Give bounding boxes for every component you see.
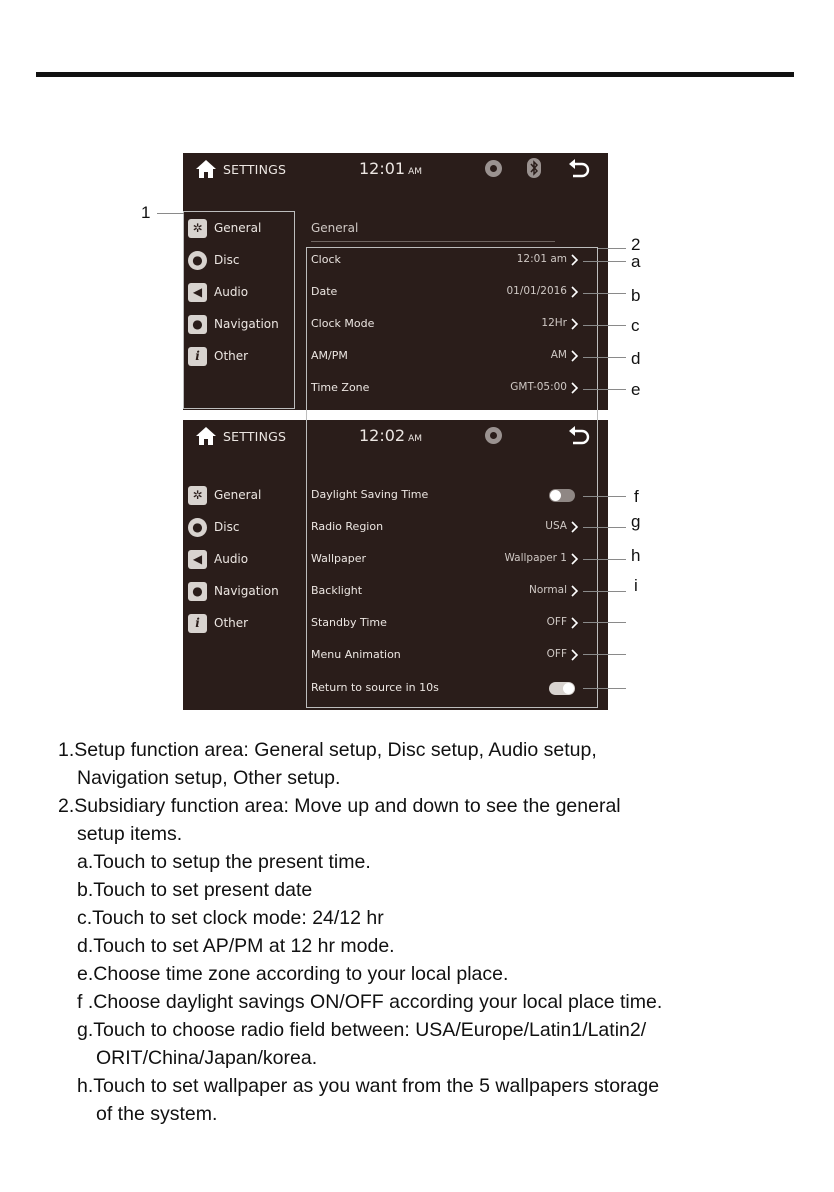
row-label: Clock xyxy=(311,253,341,266)
desc-line: e.Choose time zone according to your local place. xyxy=(77,963,509,985)
leader-line xyxy=(583,293,626,294)
leader-line xyxy=(583,654,626,655)
map-pin-icon: ● xyxy=(188,315,207,334)
leader-line xyxy=(583,357,626,358)
row-label: AM/PM xyxy=(311,349,348,362)
leader-line xyxy=(583,496,626,497)
leader-line xyxy=(583,261,626,262)
gear-icon: ✲ xyxy=(188,486,207,505)
row-value: USA xyxy=(545,520,567,532)
menu-item-other[interactable] xyxy=(188,612,293,636)
callout-b: b xyxy=(631,286,641,305)
leader-line xyxy=(583,389,626,390)
row-label: Menu Animation xyxy=(311,648,401,661)
desc-line: c.Touch to set clock mode: 24/12 hr xyxy=(77,907,384,929)
menu-label: Other xyxy=(214,349,249,363)
menu-label: General xyxy=(214,488,262,502)
top-bar xyxy=(183,153,608,187)
clock-time: 12:02 xyxy=(359,426,406,445)
leader-line xyxy=(583,325,626,326)
disc-icon: ● xyxy=(188,518,207,537)
description-text xyxy=(58,736,828,1128)
clock-time: 12:01 xyxy=(359,159,406,178)
menu-label: General xyxy=(214,221,262,235)
callout-h: h xyxy=(631,546,641,565)
frame-subsidiary-function-area xyxy=(306,247,598,708)
row-label: Daylight Saving Time xyxy=(311,488,429,501)
desc-line: 2.Subsidiary function area: Move up and down to see the general xyxy=(58,795,621,817)
home-icon[interactable] xyxy=(195,425,217,447)
screen-title: SETTINGS xyxy=(223,162,287,177)
menu-item-general[interactable] xyxy=(188,484,293,508)
row-label: Standby Time xyxy=(311,616,387,629)
menu-label: Navigation xyxy=(214,317,279,331)
row-label: Radio Region xyxy=(311,520,384,533)
desc-line: a.Touch to setup the present time. xyxy=(77,851,371,873)
callout-2: 2 xyxy=(631,235,641,254)
menu-label: Audio xyxy=(214,552,249,566)
frame-setup-function-area xyxy=(183,211,295,409)
leader-line xyxy=(583,559,626,560)
desc-line: 1.Setup function area: General setup, Disc setup, Audio setup, xyxy=(58,739,597,761)
clock-ampm: AM xyxy=(408,434,423,444)
home-icon[interactable] xyxy=(195,158,217,180)
row-value: GMT-05:00 xyxy=(510,381,567,393)
callout-1: 1 xyxy=(141,203,151,222)
row-value: Wallpaper 1 xyxy=(504,552,567,564)
section-divider xyxy=(311,241,555,242)
row-value: 12:01 am xyxy=(516,253,567,265)
desc-line: setup items. xyxy=(77,823,183,845)
clock-ampm: AM xyxy=(408,167,423,177)
menu-item-navigation[interactable] xyxy=(188,580,293,604)
menu-item-disc[interactable] xyxy=(188,516,293,540)
row-label: Time Zone xyxy=(311,381,370,394)
info-icon: i xyxy=(188,614,207,633)
map-pin-icon: ● xyxy=(188,582,207,601)
leader-line xyxy=(157,213,184,214)
screen-title: SETTINGS xyxy=(223,429,287,444)
row-value: Normal xyxy=(529,584,567,596)
row-label: Date xyxy=(311,285,338,298)
speaker-icon: ◀ xyxy=(188,550,207,569)
menu-label: Disc xyxy=(214,253,240,267)
desc-line: d.Touch to set AP/PM at 12 hr mode. xyxy=(77,935,395,957)
callout-e: e xyxy=(631,380,641,399)
speaker-icon: ◀ xyxy=(188,283,207,302)
desc-line: of the system. xyxy=(96,1103,218,1125)
desc-line: ORIT/China/Japan/korea. xyxy=(96,1047,318,1069)
row-label: Backlight xyxy=(311,584,363,597)
row-label: Wallpaper xyxy=(311,552,367,565)
section-title: General xyxy=(311,221,359,235)
desc-line: h.Touch to set wallpaper as you want from the 5 wallpapers storage xyxy=(77,1075,660,1097)
row-value: AM xyxy=(550,349,567,361)
row-value: OFF xyxy=(546,616,567,628)
leader-line xyxy=(598,248,626,249)
leader-line xyxy=(583,591,626,592)
menu-label: Navigation xyxy=(214,584,279,598)
desc-line: g.Touch to choose radio field between: USA/Europe/Latin1/Latin2/ xyxy=(77,1019,647,1041)
menu-label: Disc xyxy=(214,520,240,534)
bluetooth-icon[interactable] xyxy=(527,158,541,178)
back-icon[interactable] xyxy=(567,158,591,180)
callout-a: a xyxy=(631,252,641,271)
row-label: Return to source in 10s xyxy=(311,681,439,694)
clock-display xyxy=(359,159,422,178)
desc-line: f .Choose daylight savings ON/OFF according your local place time. xyxy=(77,991,663,1013)
menu-item-audio[interactable] xyxy=(188,548,293,572)
info-icon: i xyxy=(188,347,207,366)
leader-line xyxy=(583,622,626,623)
callout-i: i xyxy=(634,576,638,595)
row-value: OFF xyxy=(546,648,567,660)
leader-line xyxy=(583,527,626,528)
disc-icon: ● xyxy=(188,251,207,270)
gear-icon: ✲ xyxy=(188,219,207,238)
callout-d: d xyxy=(631,349,641,368)
callout-f: f xyxy=(634,487,639,506)
menu-label: Audio xyxy=(214,285,249,299)
row-value: 01/01/2016 xyxy=(506,285,567,297)
header-rule xyxy=(36,72,794,77)
row-value: 12Hr xyxy=(541,317,567,329)
callout-g: g xyxy=(631,512,641,531)
menu-label: Other xyxy=(214,616,249,630)
desc-line: b.Touch to set present date xyxy=(77,879,313,901)
desc-line: Navigation setup, Other setup. xyxy=(77,767,341,789)
callout-c: c xyxy=(631,316,640,335)
leader-line xyxy=(583,688,626,689)
row-label: Clock Mode xyxy=(311,317,375,330)
disc-status-icon[interactable] xyxy=(485,160,502,177)
